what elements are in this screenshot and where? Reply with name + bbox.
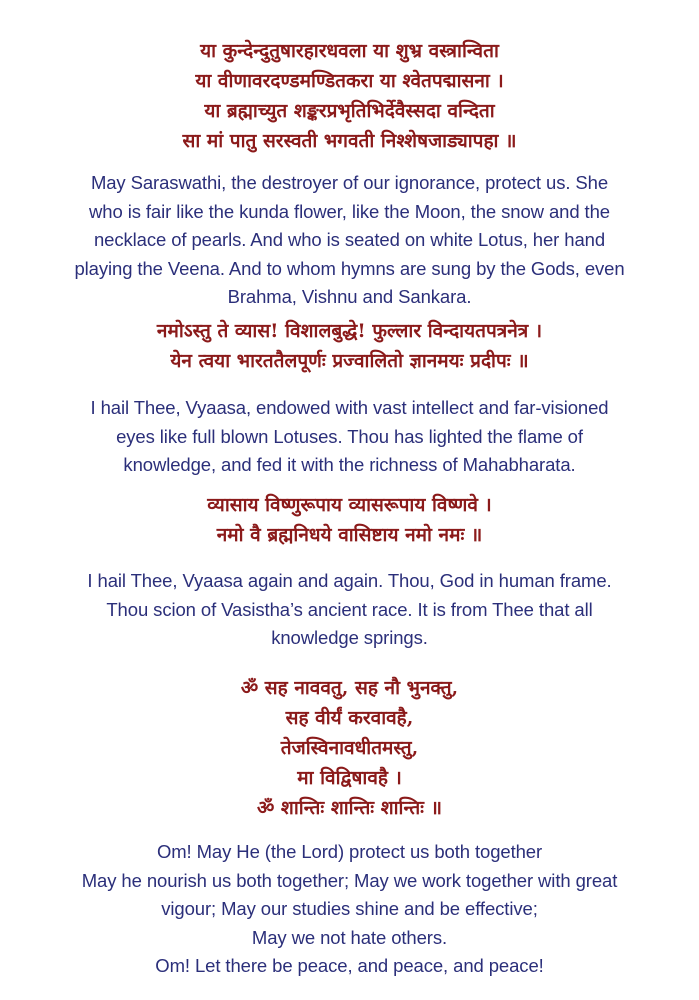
verse-1-english-line-4: playing the Veena. And to whom hymns are sung by the Gods, even	[74, 257, 625, 279]
verse-2-sanskrit-line-1: नमोऽस्तु ते व्यास! विशालबुद्धे! फुल्लार विन्दायतपत्रनेत्र ।	[156, 320, 543, 342]
verse-3-sanskrit	[0, 490, 699, 550]
verse-4-english-line-4: May we not hate others.	[251, 926, 448, 948]
verse-1-sanskrit-line-4: सा मां पातु सरस्वती भगवती निश्शेषजाड्यापहा ॥	[182, 130, 517, 152]
verse-1-english-line-1: May Saraswathi, the destroyer of our ignorance, protect us. She	[90, 172, 609, 193]
verse-2-english-line-2: eyes like full blown Lotuses. Thou has lighted the flame of	[116, 425, 583, 447]
verse-4-sanskrit-line-5: ॐ शान्तिः शान्तिः शान्तिः ॥	[256, 797, 442, 819]
verse-4-sanskrit-line-3: तेजस्विनावधीतमस्तु,	[280, 737, 419, 759]
verse-2-sanskrit-line-2: येन त्वया भारततैलपूर्णः प्रज्वालितो ज्ञानमयः प्रदीपः ॥	[170, 350, 529, 372]
verse-1-english	[0, 169, 699, 312]
verse-1-english-line-3: necklace of pearls. And who is seated on white Lotus, her hand	[93, 229, 606, 250]
verse-1-sanskrit	[0, 36, 699, 156]
verse-4-english-line-3: vigour; May our studies shine and be effective;	[161, 898, 538, 919]
verse-2-english	[0, 394, 699, 480]
verse-4-english	[0, 838, 699, 981]
verse-4-english-line-5: Om! Let there be peace, and peace, and peace!	[155, 955, 544, 976]
verse-1-english-line-5: Brahma, Vishnu and Sankara.	[227, 286, 472, 307]
verse-3-english	[0, 567, 699, 653]
verse-4-sanskrit-line-4: मा विद्विषावहै ।	[297, 767, 402, 789]
verse-2-english-line-1: I hail Thee, Vyaasa, endowed with vast intellect and far-visioned	[90, 397, 609, 418]
verse-4-sanskrit	[0, 673, 699, 823]
verse-2-english-line-3: knowledge, and fed it with the richness of Mahabharata.	[123, 454, 576, 475]
verse-4-english-line-1: Om! May He (the Lord) protect us both together	[156, 841, 543, 862]
verse-1-sanskrit-line-2: या वीणावरदण्डमण्डितकरा या श्वेतपद्मासना ।	[195, 70, 504, 92]
verse-3-english-line-2: Thou scion of Vasistha’s ancient race. It is from Thee that all	[106, 598, 593, 620]
verse-1-sanskrit-line-1: या कुन्देन्दुतुषारहारधवला या शुभ्र वस्त्रान्विता	[200, 40, 499, 62]
verse-3-english-line-1: I hail Thee, Vyaasa again and again. Thou, God in human frame.	[87, 570, 612, 591]
verse-2-sanskrit	[0, 316, 699, 376]
verse-1-english-line-2: who is fair like the kunda flower, like the Moon, the snow and the	[89, 200, 610, 222]
verse-3-sanskrit-line-1: व्यासाय विष्णुरूपाय व्यासरूपाय विष्णवे ।	[207, 494, 492, 516]
verse-4-sanskrit-line-2: सह वीर्यं करवावहै,	[285, 707, 414, 729]
verse-4-english-line-2: May he nourish us both together; May we work together with great	[81, 869, 618, 891]
verse-1-sanskrit-line-3: या ब्रह्माच्युत शङ्करप्रभृतिभिर्देवैस्सदा वन्दिता	[204, 100, 495, 122]
verse-3-english-line-3: knowledge springs.	[271, 627, 428, 648]
verse-4-sanskrit-line-1: ॐ सह नाववतु, सह नौ भुनक्तु,	[240, 677, 459, 699]
verse-3-sanskrit-line-2: नमो वै ब्रह्मनिधये वासिष्टाय नमो नमः ॥	[216, 524, 483, 546]
